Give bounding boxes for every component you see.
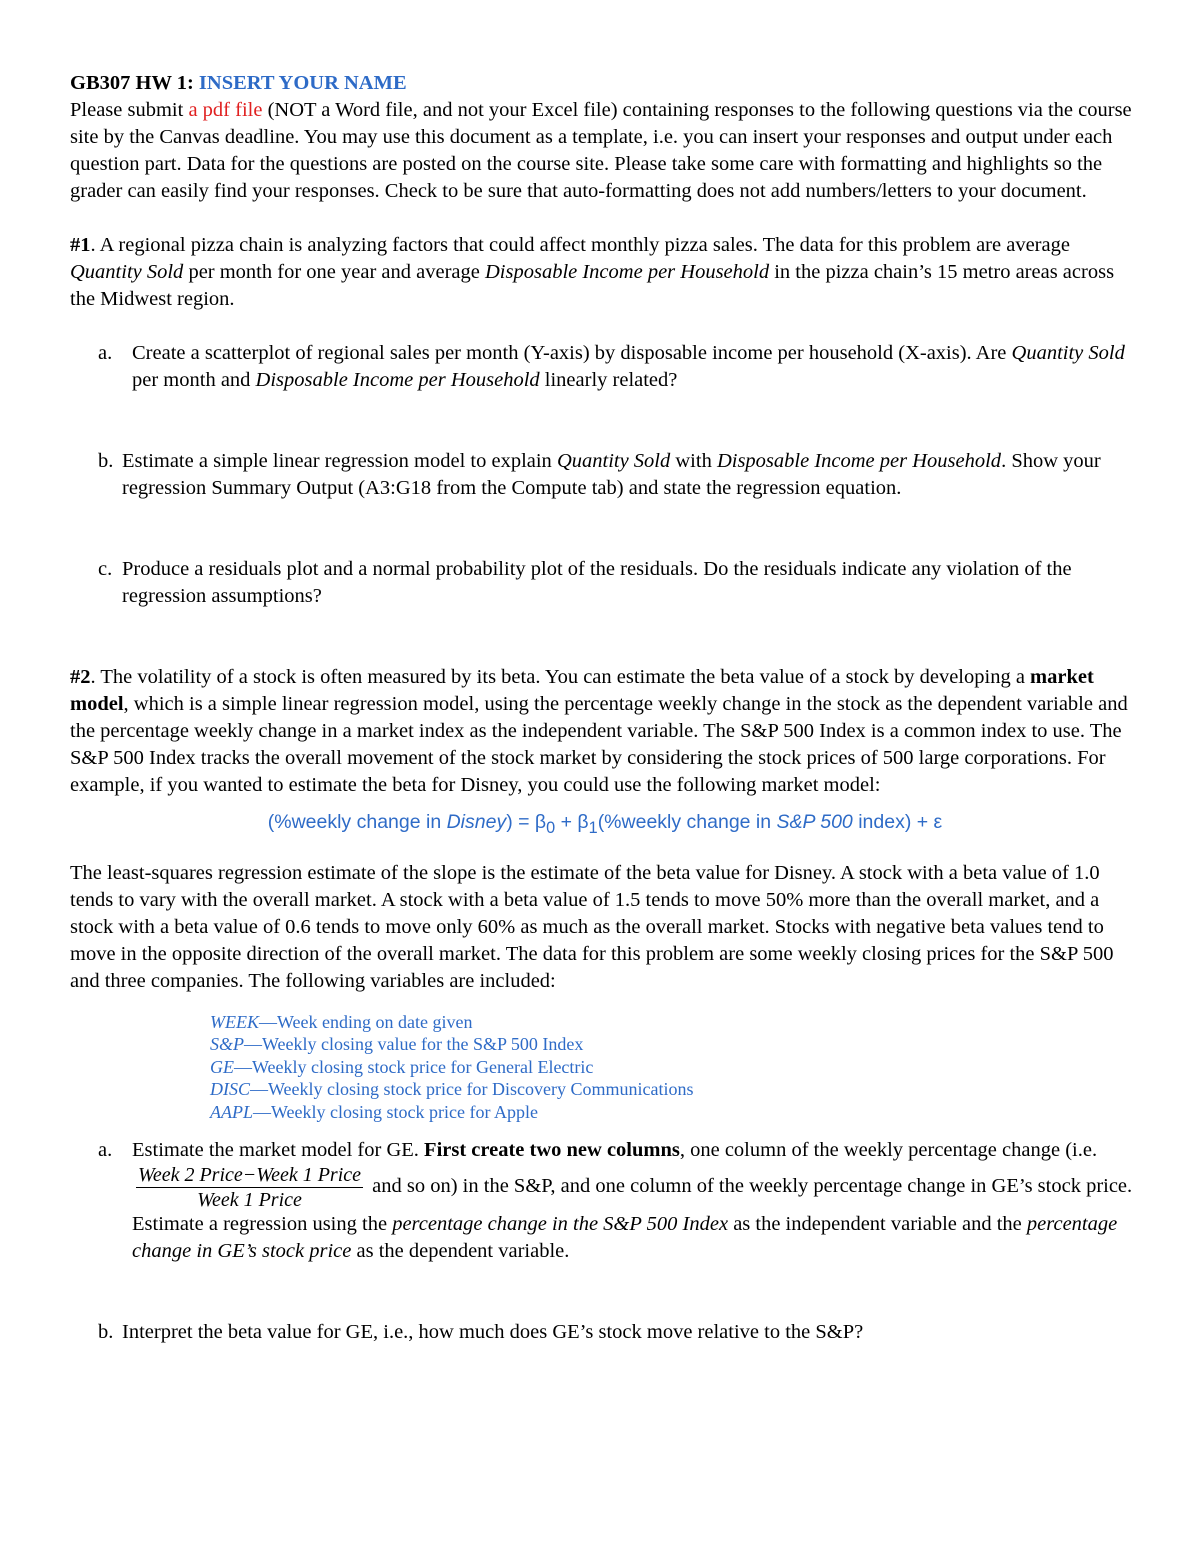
document-page [70, 70, 1140, 1346]
q2a-text [132, 1137, 1140, 1265]
q2a-text-5: as the dependent variable. [351, 1240, 570, 1263]
q1-text-3: in the pizza chain’s 15 metro areas across the Midwest region. [70, 261, 1115, 310]
q2-paragraph [70, 664, 1140, 799]
eq-part-c: + β [555, 811, 589, 833]
percent-change-fraction [136, 1164, 363, 1211]
q2-text-2: , which is a simple linear regression model, using the percentage weekly change in the stock as the dependent variable and the percentage weekly change in a market index as the independent variable. The S&P 500 Index is a common index to use. The S&P 500 Index tracks the overall movement of the stock market by considering the stock prices of 500 large corporations. For example, if you wanted to estimate the beta for Disney, you could use the following market model: [70, 693, 1128, 796]
q2a-label: a. [98, 1139, 113, 1162]
q1a-text-3: linearly related? [539, 369, 678, 391]
pdf-file-highlight: a pdf file [188, 99, 263, 121]
q1a-label: a. [98, 342, 113, 364]
variable-item [210, 1033, 1140, 1056]
eq-part-e: index) + ε [852, 811, 943, 833]
q1a-text [132, 340, 1140, 394]
q2a-text-1: Estimate the market model for GE. [132, 1139, 425, 1162]
q1-text-2: per month for one year and average [183, 261, 485, 283]
q1c-label: c. [98, 558, 113, 580]
variable-name: S&P [210, 1034, 244, 1055]
fraction-denominator: Week 1 Price [197, 1189, 302, 1212]
q1b-text-1: Estimate a simple linear regression model to explain [122, 450, 557, 472]
q1a-disposable-income: Disposable Income per Household [255, 369, 540, 391]
variable-item [210, 1078, 1140, 1101]
eq-disney: Disney [446, 811, 507, 833]
q1-part-c [70, 556, 1140, 610]
variable-item [210, 1011, 1140, 1034]
q2a-text-2: , one column of the weekly percentage change (i.e. [679, 1139, 1098, 1162]
q1-quantity-sold: Quantity Sold [70, 261, 184, 283]
q2a-italic-1: percentage change in the S&P 500 Index [392, 1213, 729, 1236]
q1b-text-2: with [670, 450, 717, 472]
q2-part-a [70, 1137, 1140, 1265]
q1b-disposable-income: Disposable Income per Household [716, 450, 1002, 472]
q1a-text-1: Create a scatterplot of regional sales per month (Y-axis) by disposable income per household (X-axis). Are [132, 342, 1012, 364]
variable-name: AAPL [210, 1101, 253, 1122]
q1-disposable-income: Disposable Income per Household [484, 261, 770, 283]
variable-desc: —Weekly closing value for the S&P 500 Index [244, 1034, 584, 1055]
variable-name: GE [210, 1056, 234, 1077]
q1b-label: b. [98, 450, 114, 472]
q2-text-1: . The volatility of a stock is often measured by its beta. You can estimate the beta value of a stock by developing a [90, 666, 1031, 688]
q2-part-b [70, 1319, 1140, 1346]
variable-item [210, 1101, 1140, 1124]
eq-part-d: (%weekly change in [597, 811, 777, 833]
variable-name: DISC [210, 1079, 250, 1100]
q1-number: #1 [70, 234, 91, 256]
course-title: GB307 HW 1: [70, 72, 194, 94]
q2a-bold: First create two new columns [424, 1139, 680, 1162]
q2-market-model: market model [70, 666, 1094, 715]
q1-paragraph [70, 232, 1140, 313]
intro-text-1: Please submit [70, 99, 189, 121]
q1a-text-2: per month and [132, 369, 256, 391]
intro-text-2: (NOT a Word file, and not your Excel file) containing responses to the following questions via the course site by the Canvas deadline. You may use this document as a template, i.e. you can insert your responses and output under each question part. Data for the questions are posted on the course site. Please take some care with formatting and highlights so the grader can easily find your responses. Check to be sure that auto-formatting does not add numbers/letters to your document. [70, 99, 1132, 202]
variable-desc: —Weekly closing stock price for Apple [253, 1101, 538, 1122]
eq-sp500: S&P 500 [776, 811, 853, 833]
q2b-text: Interpret the beta value for GE, i.e., how much does GE’s stock move relative to the S&P? [122, 1321, 864, 1344]
q1b-quantity-sold: Quantity Sold [556, 450, 671, 472]
eq-part-b: ) = β [506, 811, 547, 833]
fraction-numerator: Week 2 Price−Week 1 Price [138, 1164, 362, 1187]
q1c-text: Produce a residuals plot and a normal probability plot of the residuals. Do the residuals indicate any violation of the regression assumptions? [122, 558, 1072, 607]
eq-part-a: (%weekly change in [267, 811, 447, 833]
q1b-text-3: . Show your regression Summary Output (A3:G18 from the Compute tab) and state the regression equation. [122, 450, 1101, 499]
q1a-quantity-sold: Quantity Sold [1011, 342, 1125, 364]
doc-header [70, 70, 1140, 97]
q2-paragraph-2: The least-squares regression estimate of the slope is the estimate of the beta value for Disney. A stock with a beta value of 1.0 tends to vary with the overall market. A stock with a beta value of 1.5 tends to move 50% more than the overall market, and a stock with a beta value of 0.6 tends to move only 60% as much as the overall market. Stocks with negative beta values tend to move in the opposite direction of the overall market. The data for this problem are some weekly closing prices for the S&P 500 and three companies. The following variables are included: [70, 861, 1114, 992]
q2-number: #2 [70, 666, 91, 688]
q1-part-b [70, 448, 1140, 502]
q1b-text [122, 448, 1140, 502]
q2a-text-3: and so on) in the S&P, and one column of the weekly percentage change in GE’s stock price. Estimate a regression using the [132, 1175, 1133, 1236]
eq-sub-1: 1 [588, 818, 598, 837]
q2b-label: b. [98, 1321, 114, 1344]
market-model-equation [70, 809, 1140, 842]
q2a-italic-2: percentage change in GE’s stock price [132, 1213, 1118, 1263]
q2a-text-4: as the independent variable and the [728, 1213, 1027, 1236]
name-placeholder[interactable]: INSERT YOUR NAME [198, 72, 407, 94]
variable-item [210, 1056, 1140, 1079]
q1-text-1: . A regional pizza chain is analyzing factors that could affect monthly pizza sales. The data for this problem are average [90, 234, 1070, 256]
eq-sub-0: 0 [546, 818, 556, 837]
variable-desc: —Week ending on date given [259, 1011, 473, 1032]
variable-desc: —Weekly closing stock price for Discovery Communications [250, 1079, 694, 1100]
variable-list [210, 1011, 1140, 1124]
variable-desc: —Weekly closing stock price for General Electric [234, 1056, 594, 1077]
intro-paragraph [70, 97, 1140, 205]
variable-name: WEEK [210, 1011, 259, 1032]
q1-part-a [70, 340, 1140, 394]
